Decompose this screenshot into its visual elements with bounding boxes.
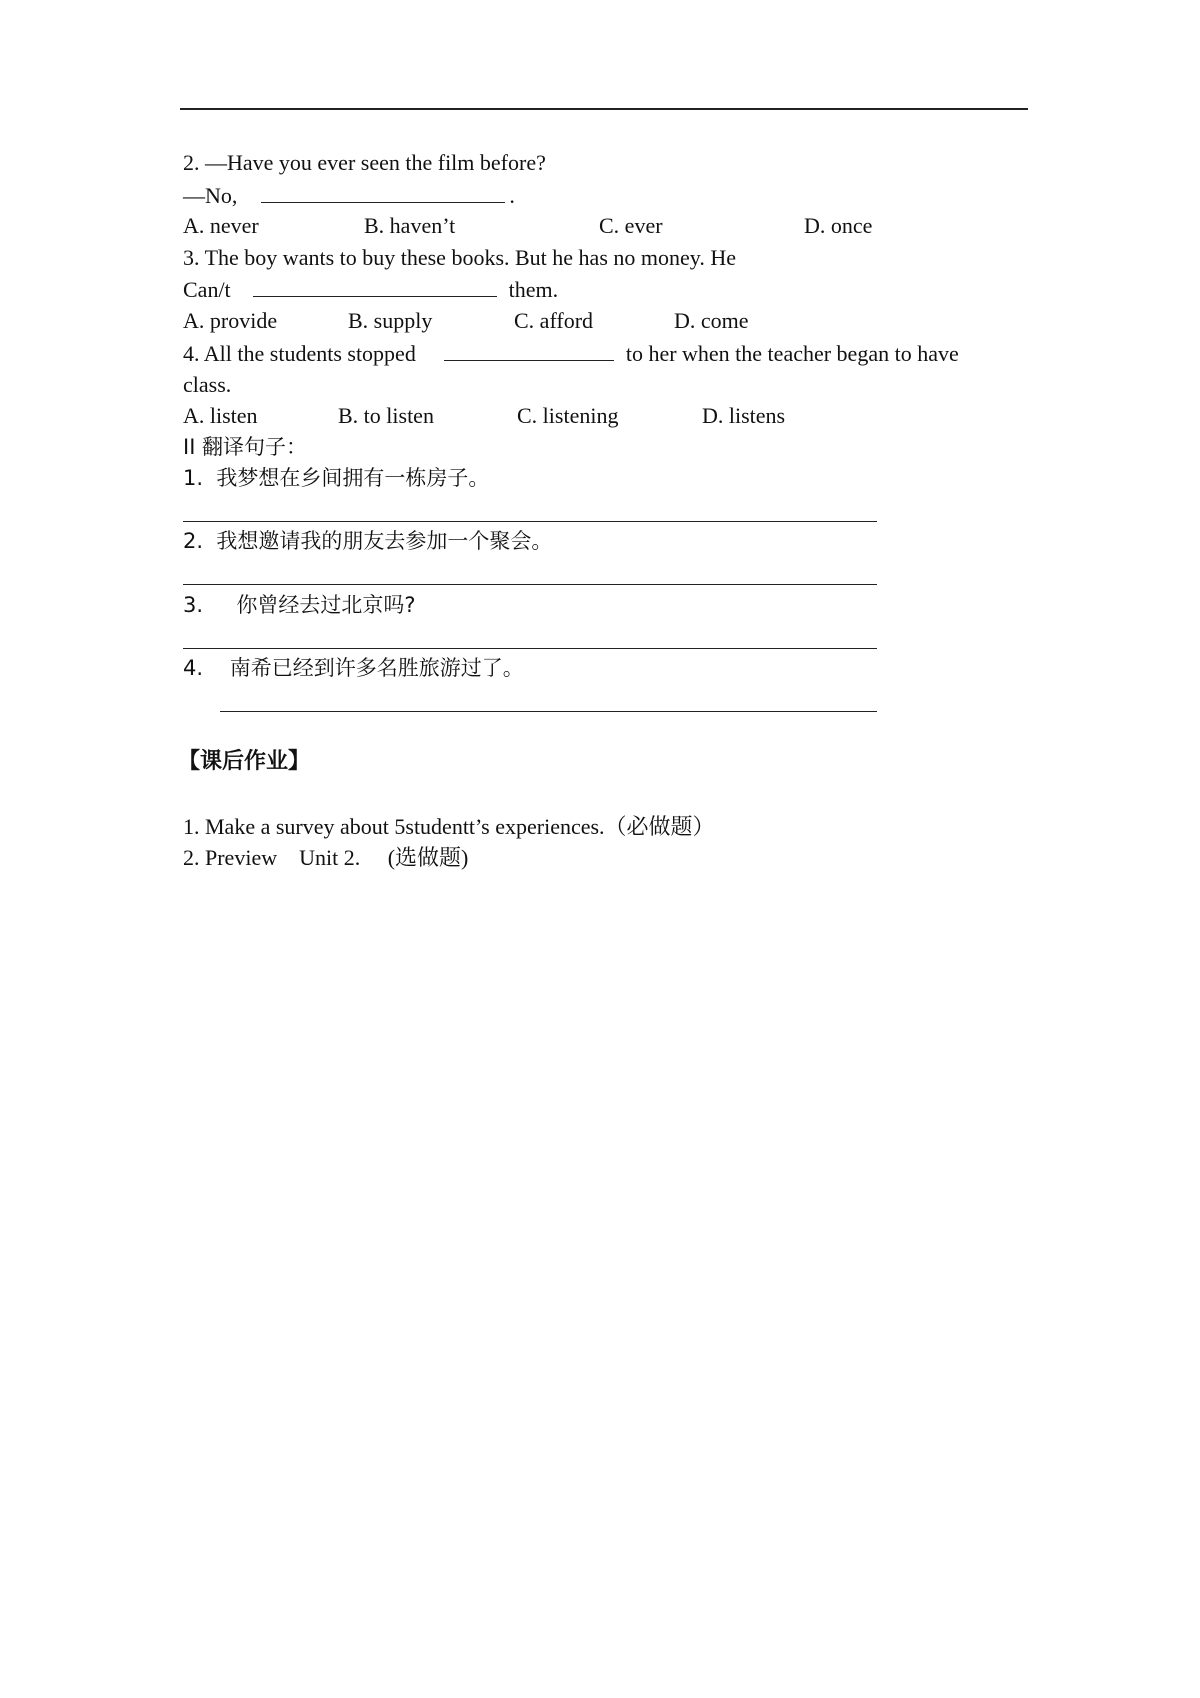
q4-option-c[interactable]: C. listening: [517, 403, 619, 428]
q2-answer-line: [183, 180, 515, 211]
q3-option-c[interactable]: C. afford: [514, 308, 594, 333]
q2-option-d[interactable]: D. once: [804, 213, 873, 238]
header-rule: [180, 108, 1028, 110]
q4-option-d[interactable]: D. listens: [702, 403, 786, 428]
translation-item-3: 3. 你曾经去过北京吗?: [183, 593, 416, 617]
q3-line2-prefix: Can/t: [183, 277, 231, 302]
q4-question-suffix: to her when the teacher began to have: [625, 341, 959, 366]
homework-item-1: 1. Make a survey about 5studentt’s experiences.（必做题）: [183, 814, 715, 839]
q4-continuation: class.: [183, 372, 232, 397]
translation-answer-line-3[interactable]: [183, 648, 877, 649]
q3-line2: [183, 274, 558, 305]
q4-question-prefix: 4. All the students stopped: [183, 341, 416, 366]
translation-answer-line-1[interactable]: [183, 521, 877, 522]
q3-blank[interactable]: [253, 274, 497, 297]
homework-item-2: 2. Preview Unit 2. (选做题): [183, 845, 469, 870]
translation-answer-line-2[interactable]: [183, 584, 877, 585]
q2-answer-prefix: —No,: [183, 183, 238, 208]
q3-option-b[interactable]: B. supply: [348, 308, 433, 333]
q4-question: [183, 338, 959, 369]
q2-answer-suffix: .: [509, 183, 515, 208]
q3-option-d[interactable]: D. come: [674, 308, 749, 333]
q3-question: 3. The boy wants to buy these books. But he has no money. He: [183, 245, 736, 270]
q2-option-a[interactable]: A. never: [183, 213, 259, 238]
translation-item-2: 2. 我想邀请我的朋友去参加一个聚会。: [183, 529, 553, 553]
q2-question: 2. —Have you ever seen the film before?: [183, 150, 546, 175]
q2-option-b[interactable]: B. haven’t: [364, 213, 456, 238]
q4-option-b[interactable]: B. to listen: [338, 403, 434, 428]
translation-answer-line-4[interactable]: [220, 711, 877, 712]
q2-option-c[interactable]: C. ever: [599, 213, 663, 238]
q2-blank[interactable]: [261, 180, 505, 203]
q3-line2-suffix: them.: [508, 277, 559, 302]
q3-option-a[interactable]: A. provide: [183, 308, 278, 333]
translation-item-4: 4. 南希已经到许多名胜旅游过了。: [183, 656, 524, 680]
q4-blank[interactable]: [444, 338, 614, 361]
translation-item-1: 1. 我梦想在乡间拥有一栋房子。: [183, 466, 490, 490]
translation-heading: II 翻译句子：: [183, 435, 308, 459]
homework-heading: 【课后作业】: [178, 749, 311, 774]
q4-option-a[interactable]: A. listen: [183, 403, 258, 428]
